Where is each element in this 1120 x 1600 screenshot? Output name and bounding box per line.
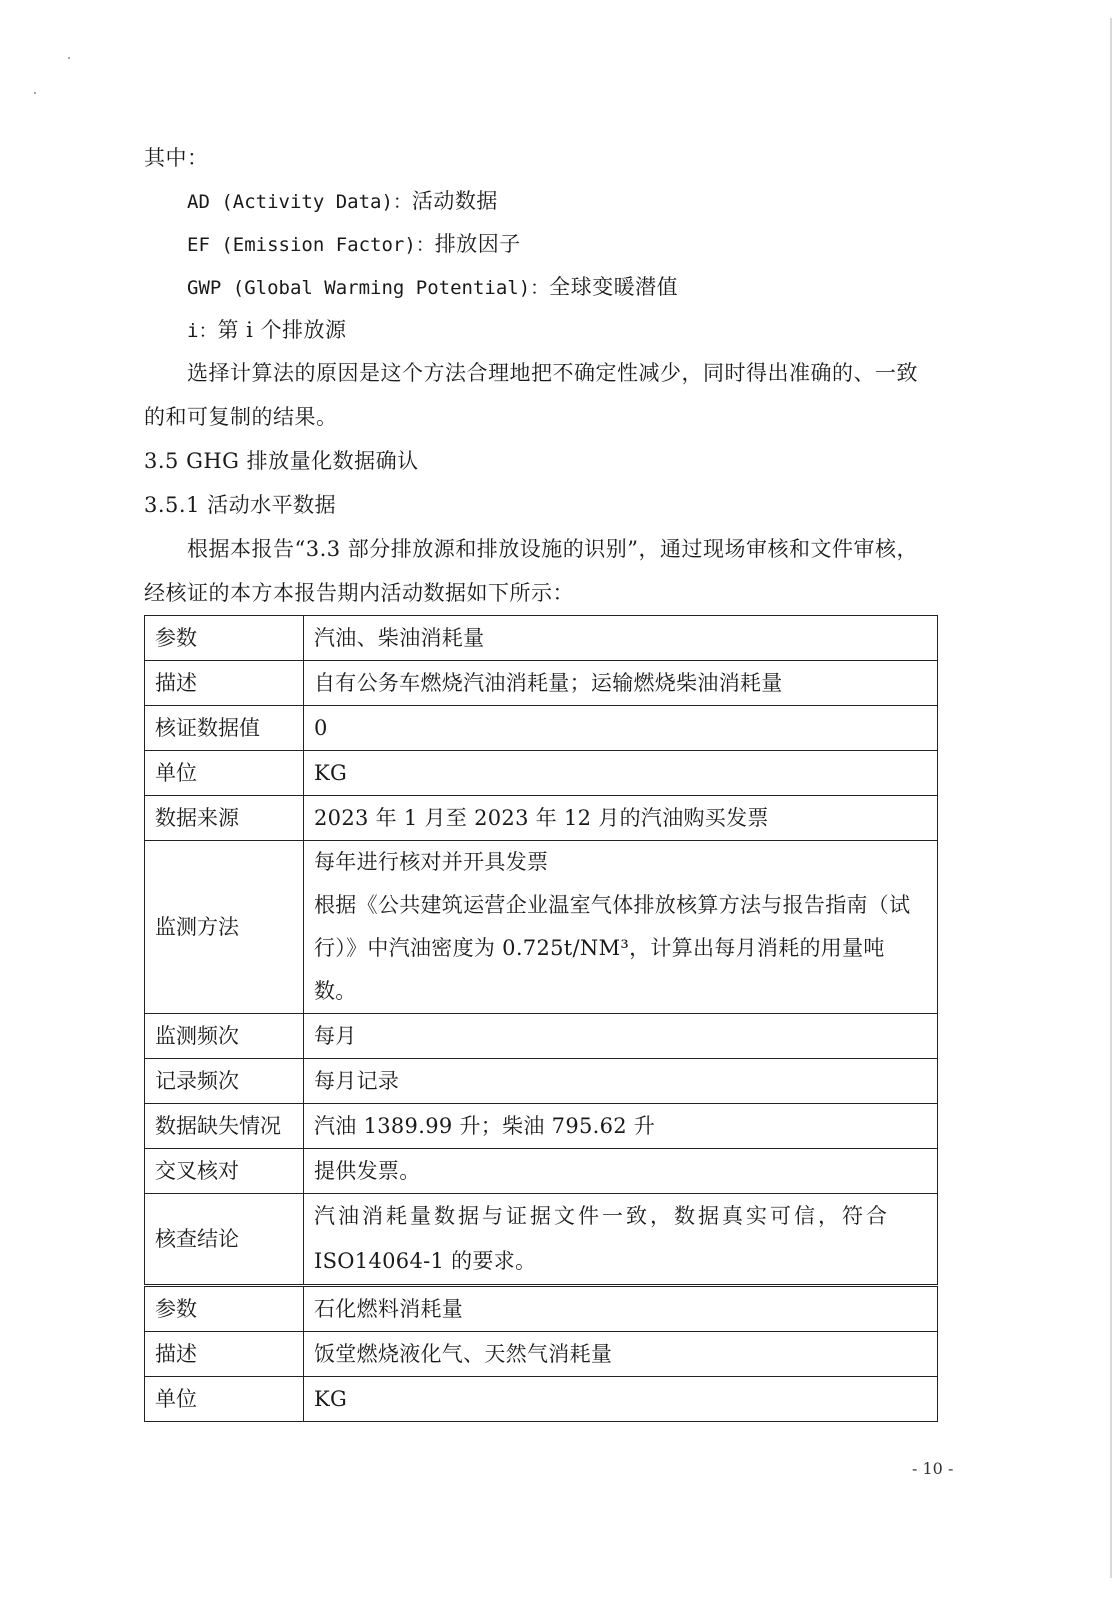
table-row xyxy=(145,796,938,841)
row-key: 单位 xyxy=(145,751,304,796)
cell-line: 汽油消耗量数据与证据文件一致，数据真实可信，符合 xyxy=(314,1204,890,1228)
row-key: 核证数据值 xyxy=(145,706,304,751)
row-key: 参数 xyxy=(145,616,304,661)
row-value: KG xyxy=(304,1377,938,1422)
table-row xyxy=(145,706,938,751)
scan-speck xyxy=(68,57,70,59)
row-value: 0 xyxy=(304,706,938,751)
row-value: 自有公务车燃烧汽油消耗量；运输燃烧柴油消耗量 xyxy=(304,661,938,706)
scan-speck xyxy=(34,92,36,94)
page-edge xyxy=(1110,18,1112,1578)
table-row xyxy=(145,1194,938,1285)
row-key: 描述 xyxy=(145,661,304,706)
section-para-line-2: 经核证的本方本报告期内活动数据如下所示： xyxy=(144,581,574,605)
def-term: AD (Activity Data)： xyxy=(187,191,412,213)
table-row xyxy=(145,1332,938,1377)
activity-data-table-gasoline xyxy=(144,615,938,1285)
def-meaning: 第 i 个排放源 xyxy=(217,318,347,342)
row-key: 数据缺失情况 xyxy=(145,1104,304,1149)
def-i xyxy=(187,315,347,346)
table-row xyxy=(145,1377,938,1422)
row-value: KG xyxy=(304,751,938,796)
cell-line: 每年进行核对并开具发票 xyxy=(314,850,549,874)
table-row xyxy=(145,1059,938,1104)
row-key: 参数 xyxy=(145,1287,304,1332)
row-value xyxy=(304,841,938,1014)
table-row xyxy=(145,616,938,661)
table-row xyxy=(145,661,938,706)
section-subtitle: 3.5.1 活动水平数据 xyxy=(144,493,337,517)
def-term: EF (Emission Factor)： xyxy=(187,234,435,256)
def-term: GWP (Global Warming Potential)： xyxy=(187,277,550,299)
row-key: 记录频次 xyxy=(145,1059,304,1104)
table-row xyxy=(145,1287,938,1332)
row-key: 交叉核对 xyxy=(145,1149,304,1194)
row-value: 每月记录 xyxy=(304,1059,938,1104)
row-key: 描述 xyxy=(145,1332,304,1377)
def-ad xyxy=(187,186,498,217)
cell-line: 根据《公共建筑运营企业温室气体排放核算方法与报告指南（试 xyxy=(314,893,911,917)
cell-line: 行）》中汽油密度为 0.725t/NM³，计算出每月消耗的用量吨数。 xyxy=(314,936,885,1003)
table-row xyxy=(145,1014,938,1059)
row-value: 石化燃料消耗量 xyxy=(304,1287,938,1332)
row-value: 汽油、柴油消耗量 xyxy=(304,616,938,661)
row-value xyxy=(304,1194,938,1285)
row-key: 单位 xyxy=(145,1377,304,1422)
reason-line-2: 的和可复制的结果。 xyxy=(144,405,338,429)
cell-line: ISO14064-1 的要求。 xyxy=(314,1249,537,1273)
row-value: 饭堂燃烧液化气、天然气消耗量 xyxy=(304,1332,938,1377)
table-row xyxy=(145,751,938,796)
row-value: 提供发票。 xyxy=(304,1149,938,1194)
row-key: 数据来源 xyxy=(145,796,304,841)
def-term: i： xyxy=(187,320,218,342)
row-key: 监测方法 xyxy=(145,841,304,1014)
table-row xyxy=(145,841,938,1014)
section-title: 3.5 GHG 排放量化数据确认 xyxy=(144,449,419,473)
row-key: 监测频次 xyxy=(145,1014,304,1059)
table-row xyxy=(145,1149,938,1194)
table-row xyxy=(145,1104,938,1149)
reason-line-1: 选择计算法的原因是这个方法合理地把不确定性减少，同时得出准确的、一致 xyxy=(187,361,918,385)
def-meaning: 活动数据 xyxy=(411,189,498,213)
def-ef xyxy=(187,229,521,260)
row-value: 每月 xyxy=(304,1014,938,1059)
intro-heading: 其中： xyxy=(144,146,209,170)
section-para-line-1: 根据本报告“3.3 部分排放源和排放设施的识别”，通过现场审核和文件审核， xyxy=(187,537,919,561)
def-meaning: 全球变暖潜值 xyxy=(549,275,679,299)
def-meaning: 排放因子 xyxy=(434,232,521,256)
row-value: 2023 年 1 月至 2023 年 12 月的汽油购买发票 xyxy=(304,796,938,841)
row-value: 汽油 1389.99 升；柴油 795.62 升 xyxy=(304,1104,938,1149)
row-key: 核查结论 xyxy=(145,1194,304,1285)
def-gwp xyxy=(187,272,678,303)
activity-data-table-fossil-fuel xyxy=(144,1286,938,1422)
page-number: - 10 - xyxy=(912,1459,954,1478)
